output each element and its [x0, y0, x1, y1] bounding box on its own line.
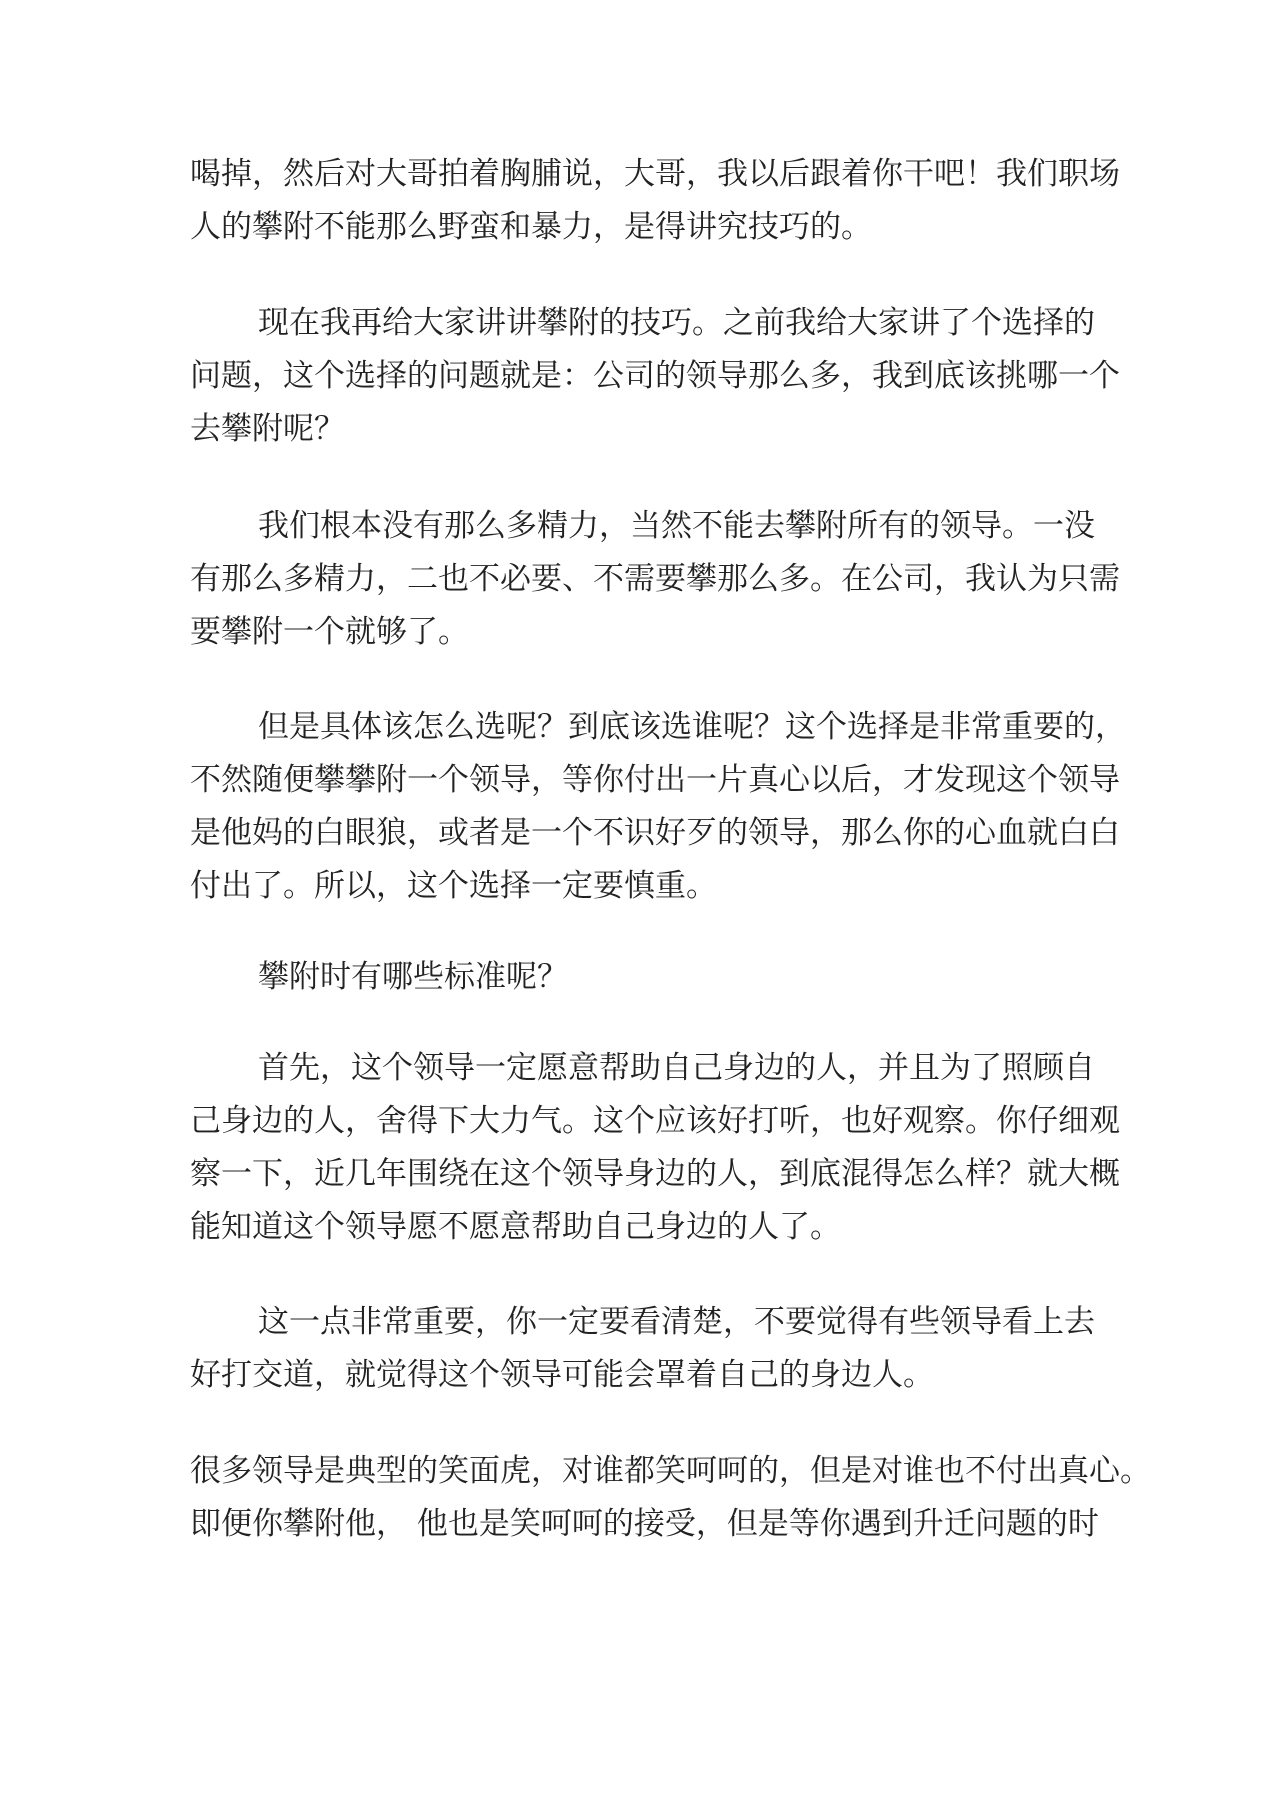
text-line: 即便你攀附他， 他也是笑呵呵的接受，但是等你遇到升迁问题的时 — [190, 1506, 1099, 1542]
text-line: 问题，这个选择的问题就是：公司的领导那么多，我到底该挑哪一个 — [190, 358, 1120, 394]
text-line: 喝掉，然后对大哥拍着胸脯说，大哥，我以后跟着你干吧！我们职场 — [190, 156, 1120, 192]
document-body — [190, 148, 1151, 1551]
paragraph-continued — [190, 148, 1120, 254]
paragraph — [190, 701, 1126, 913]
text-line: 人的攀附不能那么野蛮和暴力，是得讲究技巧的。 — [190, 209, 872, 245]
text-line: 有那么多精力，二也不必要、不需要攀那么多。在公司，我认为只需 — [190, 561, 1120, 597]
text-line: 是他妈的白眼狼，或者是一个不识好歹的领导，那么你的心血就白白 — [190, 815, 1120, 851]
text-line: 攀附时有哪些标准呢？ — [258, 959, 568, 995]
text-line: 我们根本没有那么多精力，当然不能去攀附所有的领导。一没 — [258, 508, 1095, 544]
paragraph — [190, 1042, 1120, 1254]
text-line: 首先，这个领导一定愿意帮助自己身边的人，并且为了照顾自 — [258, 1050, 1095, 1086]
text-line: 好打交道，就觉得这个领导可能会罩着自己的身边人。 — [190, 1357, 934, 1393]
paragraph — [190, 1296, 1095, 1402]
text-line: 现在我再给大家讲讲攀附的技巧。之前我给大家讲了个选择的 — [258, 305, 1095, 341]
paragraph — [190, 500, 1120, 659]
text-line: 这一点非常重要，你一定要看清楚，不要觉得有些领导看上去 — [258, 1304, 1095, 1340]
text-line: 不然随便攀攀附一个领导，等你付出一片真心以后，才发现这个领导 — [190, 762, 1120, 798]
paragraph — [190, 297, 1120, 456]
text-line: 很多领导是典型的笑面虎，对谁都笑呵呵的，但是对谁也不付出真心。 — [190, 1453, 1151, 1489]
paragraph — [190, 1445, 1151, 1551]
text-line: 能知道这个领导愿不愿意帮助自己身边的人了。 — [190, 1209, 841, 1245]
text-line: 付出了。所以，这个选择一定要慎重。 — [190, 868, 717, 904]
text-line: 去攀附呢？ — [190, 411, 345, 447]
paragraph-question — [190, 951, 1090, 1004]
text-line: 但是具体该怎么选呢？到底该选谁呢？这个选择是非常重要的， — [258, 709, 1126, 745]
text-line: 察一下，近几年围绕在这个领导身边的人，到底混得怎么样？就大概 — [190, 1156, 1120, 1192]
text-line: 己身边的人，舍得下大力气。这个应该好打听，也好观察。你仔细观 — [190, 1103, 1120, 1139]
text-line: 要攀附一个就够了。 — [190, 614, 469, 650]
